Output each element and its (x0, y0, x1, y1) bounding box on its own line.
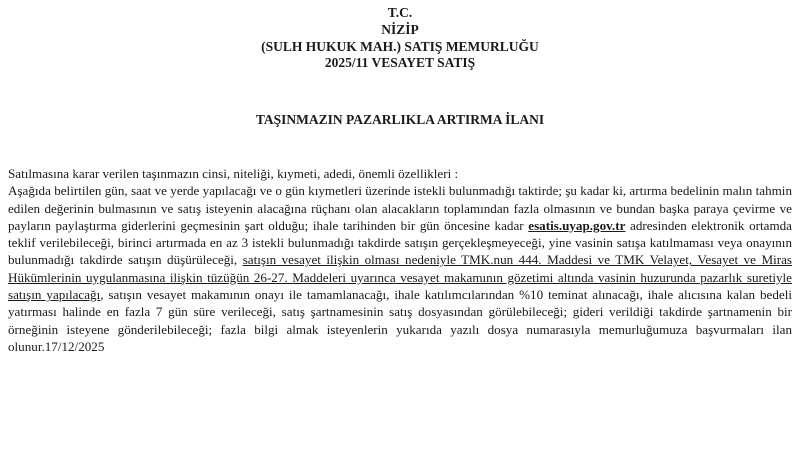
esatis-link[interactable]: esatis.uyap.gov.tr (528, 217, 626, 233)
notice-underlined-text: satışın vesayet ilişkin olması nedeniyle TMK.nun 444. Maddesi ve TMK Velayet, Vesayet ve Miras Hükümlerinin uygulanmasına ilişkin tüzüğün 26-27. Maddeleri uyarınca vesayet makamının gözetimi altında vasinin huzurunda pazarlık suretiyle satışın yapılacağı (8, 252, 792, 303)
notice-title: TAŞINMAZIN PAZARLIKLA ARTIRMA İLANI (255, 112, 545, 127)
document-header (0, 5, 800, 72)
notice-text-part1: Aşağıda belirtilen gün, saat ve yerde yapılacağı ve o gün kıymetleri üzerinde istekli bulunmadığı taktirde; şu kadar ki, artırma bedelinin malın tahmin edilen değerinin bulmasının ve satış isteyenin alacağına rüçhanı olan alacakların toplamından fazla olmasının ve bundan başka paraya çevirme ve payların paylaştırma giderlerini geçmesinin şart olduğu; ihale tarihinden bir gün öncesine kadar (8, 183, 792, 233)
header-republic: T.C. (387, 5, 413, 20)
notice-intro: Satılmasına karar verilen taşınmazın cinsi, niteliği, kıymeti, adedi, önemli özellikleri : (8, 166, 459, 181)
header-file-number: 2025/11 VESAYET SATIŞ (324, 55, 476, 71)
notice-paragraph (8, 182, 792, 355)
notice-text-part3: , satışın vesayet makamının onayı ile tamamlanacağı, ihale katılımcılarından %10 teminat alınacağı, ihale alıcısına kalan bedeli yatırması halinde en fazla 7 gün süre verileceği, satış şartnamesinin satış dosyasından görülebileceği; gideri verildiği takdirde şartnamenin bir örneğinin isteyene gönderilebileceği; fazla bilgi almak isteyenlerin yukarıda yazılı dosya numarasıyla memurluğumuza başvurmaları ilan olunur.17/12/2025 (8, 287, 792, 354)
notice-body (8, 165, 792, 355)
notice-text-part2: adresinden elektronik ortamda teklif verilebileceği, birinci artırmada en az 3 istekli bulunmadığı takdirde satışın gerçekleşmeyeceği, yine vasinin satışa katılmaması veya onayının bulunmadığı takdirde satışın düşürüleceği, (8, 217, 792, 268)
header-city: NİZİP (381, 21, 419, 37)
header-office: (SULH HUKUK MAH.) SATIŞ MEMURLUĞU (261, 38, 539, 54)
